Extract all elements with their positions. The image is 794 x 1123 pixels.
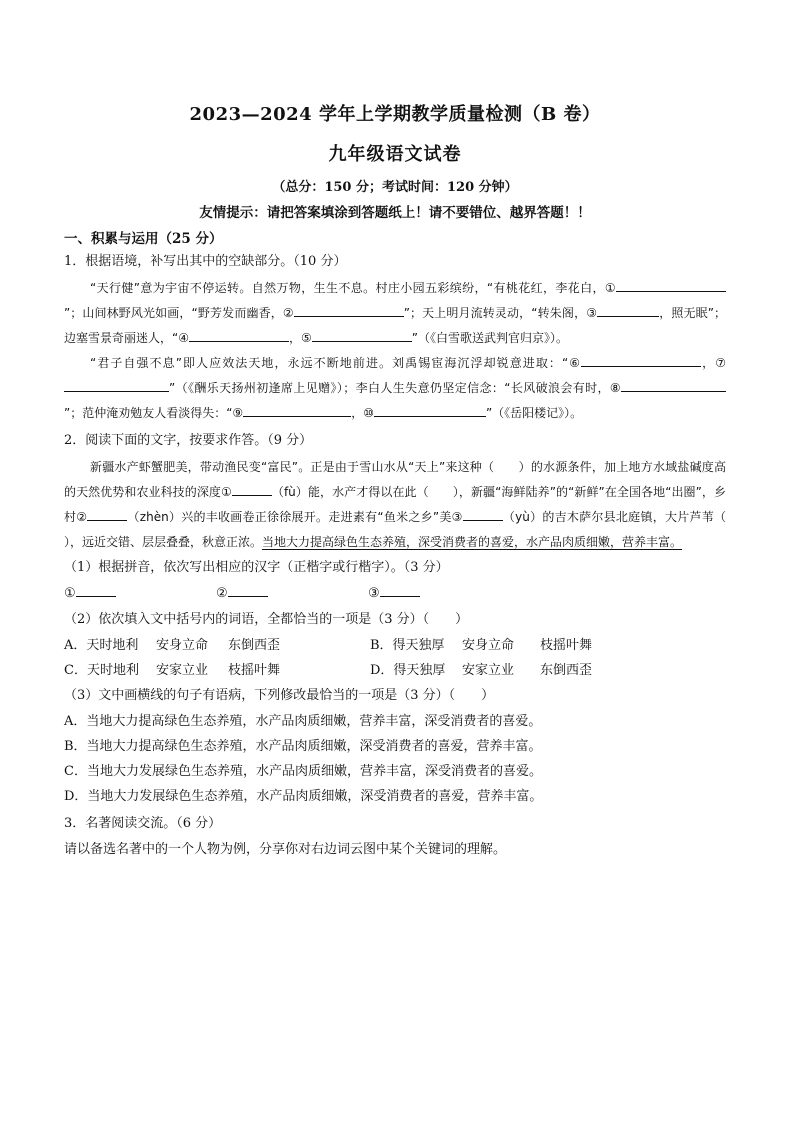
q2-text: （yù）的吉木萨尔县北庭镇，大片芦苇（ ），远近交错、层层叠叠，秋意正浓。 (64, 510, 751, 549)
blank-10[interactable] (374, 402, 486, 417)
answer-blank-2[interactable] (228, 582, 268, 597)
option-b[interactable]: B．当地大力提高绿色生态养殖，水产品肉质细嫩，深受消费者的喜爱，营养丰富。 (64, 739, 542, 754)
answer-row (64, 582, 726, 606)
pinyin-blank-2[interactable] (87, 506, 127, 521)
question-2-sub-1: （1）根据拼音，依次写出相应的汉字（正楷字或行楷字）。（3 分） (64, 560, 449, 575)
q1-text: “君子自强不息”即人应效法天地，永远不断地前进。刘禹锡宦海沉浮却锐意进取：“⑥ (90, 356, 582, 370)
answer-cell-2 (216, 582, 368, 606)
q1-text: ，⑤ (288, 331, 312, 345)
option-c-word-1[interactable]: C．天时地利 (64, 663, 139, 678)
blank-2[interactable] (294, 302, 404, 317)
answer-blank-3[interactable] (380, 582, 420, 597)
question-2-sub-3: （3）文中画横线的句子有语病，下列修改最恰当的一项是（3 分）（ ） (64, 688, 495, 703)
options-row-2 (64, 658, 726, 683)
option-b-word-3: 枝摇叶舞 (540, 638, 593, 653)
q1-text: ，⑦ (701, 356, 726, 370)
question-1-paragraph-1 (64, 276, 726, 351)
option-d-word-1[interactable]: D．得天独厚 (370, 663, 446, 678)
option-a[interactable]: A．当地大力提高绿色生态养殖，水产品肉质细嫩，营养丰富，深受消费者的喜爱。 (64, 714, 542, 729)
option-d-word-3: 东倒西歪 (540, 663, 593, 678)
blank-1[interactable] (616, 277, 726, 292)
option-b-word-1[interactable]: B．得天独厚 (370, 638, 445, 653)
q1-text: ，照无眠”；边塞雪景奇丽迷人，“④ (64, 306, 726, 345)
question-2-passage (64, 455, 751, 555)
answer-cell-1 (64, 582, 216, 606)
question-3-stem: 3．名著阅读交流。（6 分） (64, 816, 222, 831)
blank-3[interactable] (597, 302, 659, 317)
underlined-sentence: 当地大力提高绿色生态养殖，深受消费者的喜爱，水产品肉质细嫩，营养丰富。 (262, 535, 683, 549)
blank-5[interactable] (312, 327, 412, 342)
pinyin-blank-1[interactable] (232, 481, 272, 496)
q2-text: （fù）能，水产才得以在此（ ），新疆“海鲜陆养”的“新鲜”在全国各地“出圈”，乡村② (64, 485, 726, 524)
blank-4[interactable] (189, 327, 289, 342)
pinyin-blank-3[interactable] (463, 506, 503, 521)
question-1-stem: 1．根据语境，补写出其中的空缺部分。（10 分） (64, 254, 347, 269)
answer-label: ② (216, 586, 228, 601)
blank-8[interactable] (621, 377, 726, 392)
answer-cell-3 (368, 582, 520, 606)
answer-label: ① (64, 586, 76, 601)
q2-text: （zhèn）兴的丰收画卷正徐徐展开。走进素有“鱼米之乡”美③ (127, 510, 463, 524)
q1-text: ”（《酬乐天扬州初逢席上见赠》）；李白人生失意仍坚定信念：“长风破浪会有时，⑧ (169, 381, 621, 395)
q1-text: “天行健”意为宇宙不停运转。自然万物，生生不息。村庄小园五彩缤纷，“有桃花红，李花白，① (90, 281, 616, 295)
blank-9[interactable] (243, 402, 351, 417)
option-b-word-2: 安身立命 (462, 638, 515, 653)
q1-text: ”（《岳阳楼记》）。 (485, 406, 583, 420)
option-d[interactable]: D．当地大力发展绿色生态养殖，水产品肉质细嫩，深受消费者的喜爱，营养丰富。 (64, 789, 543, 804)
option-d-word-2: 安家立业 (462, 663, 515, 678)
exam-tip: 友情提示：请把答案填涂到答题纸上！请不要错位、越界答题！！ (199, 205, 591, 221)
option-a-word-2: 安身立命 (156, 638, 209, 653)
options-row-1 (64, 633, 726, 658)
q1-text: ”；天上明月流转灵动，“转朱阁，③ (403, 306, 598, 320)
question-2-sub-2: （2）依次填入文中括号内的词语，全都恰当的一项是（3 分）（ ） (64, 612, 469, 627)
option-a-word-3: 东倒西歪 (228, 638, 281, 653)
exam-title: 2023—2024 学年上学期教学质量检测（B 卷） (189, 104, 601, 125)
question-1-paragraph-2 (64, 351, 726, 426)
q1-text: ”（《白雪歌送武判官归京》）。 (411, 331, 568, 345)
q1-text: ，⑩ (351, 406, 374, 420)
blank-6[interactable] (581, 352, 701, 367)
option-c-word-2: 安家立业 (156, 663, 209, 678)
q2-text: 新疆水产虾蟹肥美，带动渔民变“富民”。正是由于雪山水从“天上”来这种（ ）的水源条件，加上地方水域盐碱度高的天然优势和农业科技的深度① (64, 460, 726, 499)
exam-subtitle: 九年级语文试卷 (328, 144, 462, 165)
option-c[interactable]: C．当地大力发展绿色生态养殖，水产品肉质细嫩，营养丰富，深受消费者的喜爱。 (64, 764, 542, 779)
blank-7[interactable] (64, 377, 169, 392)
q1-text: ”；范仲淹劝勉友人看淡得失：“⑨ (64, 406, 244, 420)
question-3-text: 请以备选名著中的一个人物为例，分享你对右边词云图中某个关键词的理解。 (64, 842, 507, 857)
option-c-word-3: 枝摇叶舞 (228, 663, 281, 678)
section-heading: 一、积累与运用（25 分） (64, 231, 223, 247)
q1-text: ”；山间林野风光如画，“野芳发而幽香，② (64, 306, 294, 320)
answer-blank-1[interactable] (76, 582, 116, 597)
answer-label: ③ (368, 586, 380, 601)
option-a-word-1[interactable]: A．天时地利 (64, 638, 139, 653)
exam-info: （总分：150 分；考试时间：120 分钟） (272, 180, 518, 195)
question-2-stem: 2．阅读下面的文字，按要求作答。（9 分） (64, 433, 313, 448)
